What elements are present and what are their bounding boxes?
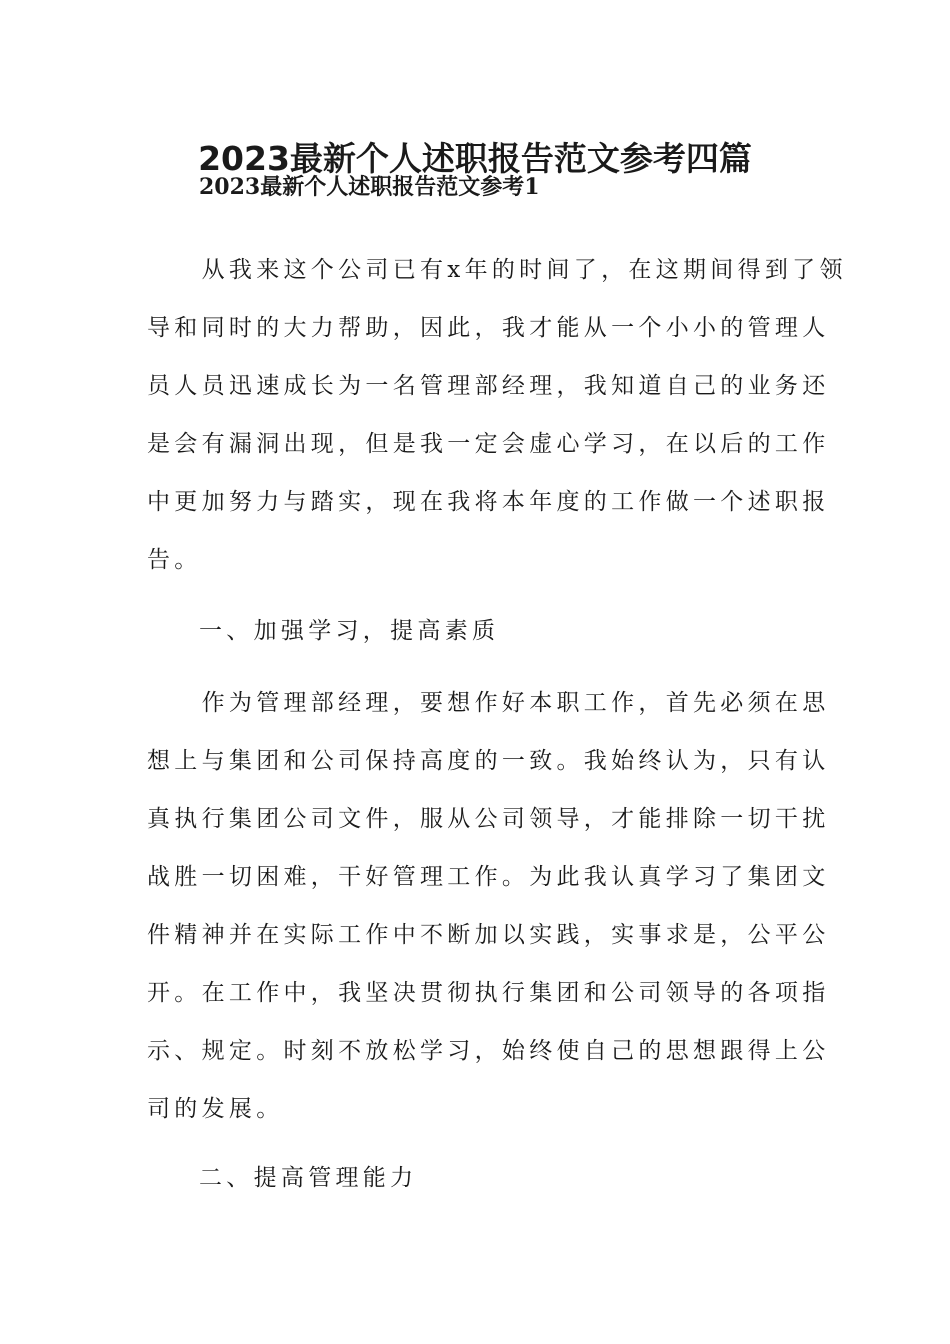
paragraph-line: 真执行集团公司文件，服从公司领导，才能排除一切干扰 [147,806,830,832]
paragraph-1 [147,241,847,589]
paragraph-line: 开。在工作中，我坚决贯彻执行集团和公司领导的各项指 [147,980,830,1006]
paragraph-line: 导和同时的大力帮助，因此，我才能从一个小小的管理人 [147,315,830,341]
paragraph-line: 示、规定。时刻不放松学习，始终使自己的思想跟得上公 [147,1038,830,1064]
section-title: 2023最新个人述职报告范文参考1 [199,174,540,200]
document-title: 2023最新个人述职报告范文参考四篇 [198,139,752,178]
paragraph-line: 作为管理部经理，要想作好本职工作，首先必须在思 [147,690,830,716]
paragraph-line: 件精神并在实际工作中不断加以实践，实事求是，公平公 [147,922,830,948]
heading-strengthen-learning: 一、加强学习，提高素质 [199,618,500,644]
paragraph-line: 战胜一切困难，干好管理工作。为此我认真学习了集团文 [147,864,830,890]
paragraph-line: 告。 [147,547,202,573]
paragraph-2 [147,674,830,1138]
paragraph-line: 中更加努力与踏实，现在我将本年度的工作做一个述职报 [147,489,830,515]
paragraph-line: 是会有漏洞出现，但是我一定会虚心学习，在以后的工作 [147,431,830,457]
heading-improve-management: 二、提高管理能力 [199,1165,418,1191]
paragraph-line: 从我来这个公司已有x年的时间了，在这期间得到了领 [147,257,847,283]
paragraph-line: 员人员迅速成长为一名管理部经理，我知道自己的业务还 [147,373,830,399]
paragraph-line: 想上与集团和公司保持高度的一致。我始终认为，只有认 [147,748,830,774]
paragraph-line: 司的发展。 [147,1096,284,1122]
